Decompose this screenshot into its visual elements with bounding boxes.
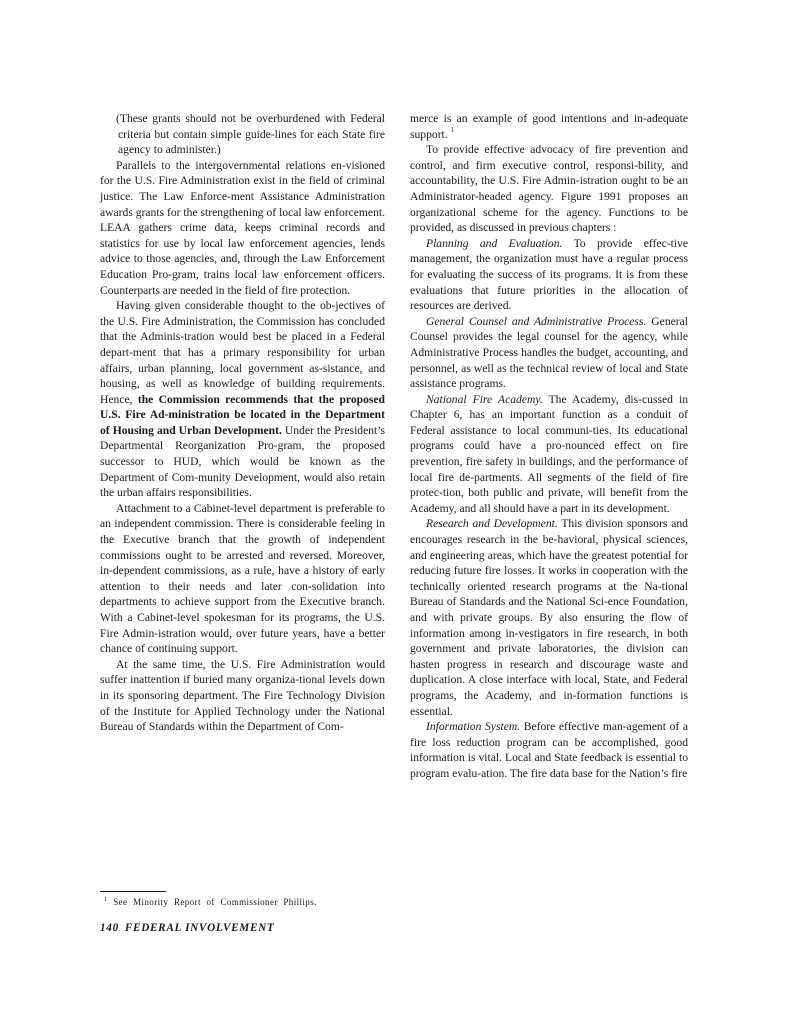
commerce-text: merce is an example of good intentions and in-adequate support.	[410, 112, 688, 141]
paragraph-cabinet-attachment: Attachment to a Cabinet-level department is preferable to an independent commission. There is considerable feeling in the Executive branch that the growth of independent commissions ought to be arrested and reversed. Moreover, in-dependent commissions, as a rule, have a history of early attention to their needs and later con-solidation into departments to achieve support from the Executive branch. With a Cabinet-level spokesman for its programs, the U.S. Fire Admin-istration would, over future years, have a better chance of continuing support.	[100, 501, 385, 656]
recommendation-lead-text: Having given considerable thought to the ob-jectives of the U.S. Fire Administration, the Commission has concluded that the Adminis-tration would best be placed in a Federal depart-ment that has a primary responsibility for urban affairs, urban planning, local government as-sistance, and housing, as well as knowledge of building requirements. Hence,	[100, 299, 385, 406]
section-research-and-development	[410, 516, 688, 719]
section-information-system	[410, 719, 688, 781]
paragraph-administrator-headed-agency: To provide effective advocacy of fire prevention and control, and firm executive control, responsi-bility, and accountability, the U.S. Fire Admin-istration ought to be an Administrator-headed agency. Figure 1991 proposes an organizational scheme for the agency. Functions to be provided, as discussed in previous chapters :	[410, 143, 688, 235]
section-body: This division sponsors and encourages research in the be-havioral, physical sciences, and engineering areas, which have the greatest potential for reducing future fire losses. It works in cooperation with the technically oriented research programs at the Na-tional Bureau of Standards and the National Sci-ence Foundation, and with private groups. By also ensuring the flow of information among in-vestigators in fire research, in both government and private laboratories, the division can hasten progress in research and discourage waste and duplication. A close interface with local, State, and Federal programs, the Academy, and in-formation functions is essential.	[410, 517, 688, 718]
section-national-fire-academy	[410, 392, 688, 517]
recommendation-bold-text: the Commission recommends that the proposed U.S. Fire Ad-ministration be located in the Department of Housing and Urban Development.	[100, 392, 385, 437]
footnote	[100, 894, 385, 908]
section-heading: National Fire Academy.	[426, 392, 543, 406]
paragraph-criminal-justice-parallel: Parallels to the intergovernmental relations en-visioned for the U.S. Fire Administration exist in the field of criminal justice. The Law Enforce-ment Assistance Administration awards grants for the strengthening of local law enforcement. LEAA gathers crime data, keeps criminal records and statistics for use by local law enforcement agencies, lends advice to those agencies, and, through the Law Enforcement Education Pro-gram, trains local law enforcement officers. Counterparts are needed in the field of fire protection.	[100, 158, 385, 297]
paragraph-commerce-continuation	[410, 111, 688, 142]
left-column	[100, 111, 385, 735]
footnote-reference-marker[interactable]: 1	[450, 125, 455, 134]
footnote-number: 1	[104, 896, 108, 903]
page-footer	[100, 921, 274, 935]
footnote-text: See Minority Report of Commissioner Phillips.	[113, 897, 317, 907]
right-column	[410, 111, 688, 782]
recommendation-trailing-text: Under the President’s Departmental Reorganization Pro-gram, the proposed successor to HUD, which would be known as the Department of Com-munity Development, would also retain the urban affairs responsibilities.	[100, 423, 385, 500]
section-body: The Academy, dis-cussed in Chapter 6, has an important function as a conduit of Federal assistance to local communi-ties. Its educational programs could have a pro-nounced effect on fire prevention, fire safety in buildings, and the performance of local fire de-partments. All segments of the field of fire protec-tion, both public and private, will benefit from the Academy, and all should have a part in its development.	[410, 392, 688, 515]
page-number: 140	[100, 922, 119, 934]
section-body: To provide effec-tive management, the organization must have a regular process for evaluating the success of its programs. It is from these evaluations that future priorities in the allocation of resources are derived.	[410, 236, 688, 313]
section-body: Before effective man-agement of a fire loss reduction program can be accomplished, good information is vital. Local and State feedback is essential to program evalu-ation. The fire data base for the Nation’s fire	[410, 720, 688, 780]
footnote-divider	[100, 891, 166, 892]
paragraph-hud-recommendation	[100, 298, 385, 501]
section-body: General Counsel provides the legal counsel for the agency, while Administrative Process handles the budget, accounting, and personnel, as well as the technical review of local and State assistance programs.	[410, 314, 688, 391]
section-heading: General Counsel and Administrative Process.	[426, 314, 647, 328]
running-title: FEDERAL INVOLVEMENT	[124, 922, 275, 934]
paragraph-grants-note: (These grants should not be overburdened with Federal criteria but contain simple guide-lines for each State fire agency to administer.)	[116, 112, 385, 157]
section-heading: Information System.	[426, 720, 521, 734]
section-heading: Research and Development.	[426, 517, 558, 531]
section-planning-and-evaluation	[410, 236, 688, 314]
section-heading: Planning and Evaluation.	[426, 236, 563, 250]
paragraph-organizational-levels: At the same time, the U.S. Fire Administration would suffer inattention if buried many organiza-tional levels down in its sponsoring department. The Fire Technology Division of the Institute for Applied Technology under the National Bureau of Standards within the Department of Com-	[100, 657, 385, 734]
section-general-counsel	[410, 314, 688, 392]
